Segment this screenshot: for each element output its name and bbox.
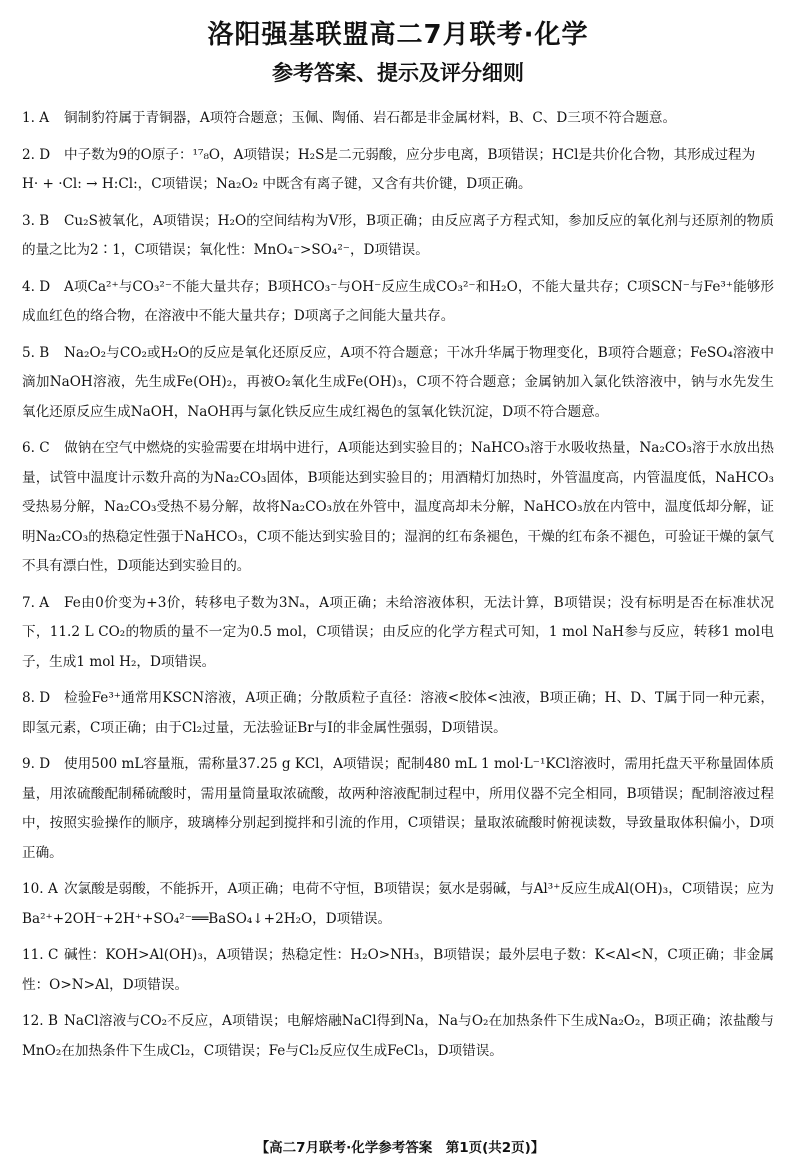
answer-number: 6. C	[22, 440, 50, 456]
answer-number: 9. D	[22, 756, 51, 772]
answer-explanation: A项Ca²⁺与CO₃²⁻不能大量共存；B项HCO₃⁻与OH⁻反应生成CO₃²⁻和H₂O，不能大量共存；C项SCN⁻与Fe³⁺能够形成血红色的络合物，在溶液中不能大量共存；D项离子之间能大量共存。	[22, 278, 774, 324]
answer-explanation: 做钠在空气中燃烧的实验需要在坩埚中进行，A项能达到实验目的；NaHCO₃溶于水吸收热量，Na₂CO₃溶于水放出热量，试管中温度计示数升高的为Na₂CO₃固体，B项能达到实验目的；用酒精灯加热时，外管温度高，内管温度低，NaHCO₃受热易分解，Na₂CO₃受热不易分解，故将Na₂CO₃放在外管中，温度高却未分解，NaHCO₃放在内管中，温度低却分解，证明Na₂CO₃的热稳定性强于NaHCO₃，C项不能达到实验目的；湿润的红布条褪色，干燥的红布条不褪色，可验证干燥的氯气不具有漂白性，D项能达到实验目的。	[22, 440, 774, 574]
answer-explanation: 碱性：KOH>Al(OH)₃，A项错误；热稳定性：H₂O>NH₃，B项错误；最外层电子数：K<Al<N，C项正确；非金属性：O>N>Al，D项错误。	[22, 947, 774, 993]
answer-number: 8. D	[22, 690, 51, 706]
answer-item-10	[22, 875, 774, 934]
answer-item-9	[22, 750, 774, 868]
answer-item-11	[22, 941, 774, 1000]
answer-explanation: Fe由0价变为+3价，转移电子数为3Nₐ，A项正确；未给溶液体积，无法计算，B项错误；没有标明是否在标准状况下，11.2 L CO₂的物质的量不一定为0.5 mol，C项错误；由反应的化学方程式可知，1 mol NaH参与反应，转移1 mol电子，生成1 mol H₂，D项错误。	[22, 594, 774, 670]
answer-number: 5. B	[22, 344, 50, 361]
answer-explanation: 中子数为9的O原子：¹⁷₈O，A项错误；H₂S是二元弱酸，应分步电离，B项错误；HCl是共价化合物，其形成过程为	[64, 146, 756, 163]
answer-item-5	[22, 339, 774, 428]
answer-item-8	[22, 684, 774, 743]
page-subtitle: 参考答案、提示及评分细则	[272, 61, 524, 85]
answer-explanation: Na₂O₂与CO₂或H₂O的反应是氧化还原反应，A项不符合题意；干冰升华属于物理变化，B项符合题意；FeSO₄溶液中滴加NaOH溶液，先生成Fe(OH)₂，再被O₂氧化生成Fe(OH)₃，C项不符合题意；金属钠加入氯化铁溶液中，钠与水先发生氧化还原反应生成NaOH，NaOH再与氯化铁反应生成红褐色的氢氧化铁沉淀，D项不符合题意。	[22, 344, 774, 420]
answer-explanation: 使用500 mL容量瓶，需称量37.25 g KCl，A项错误；配制480 mL 1 mol·L⁻¹KCl溶液时，需用托盘天平称量固体质量，用浓硫酸配制稀硫酸时，需用量筒量取浓硫酸，故两种溶液配制过程中，所用仪器不完全相同，B项错误；配制溶液过程中，按照实验操作的顺序，玻璃棒分别起到搅拌和引流的作用，C项错误；量取浓硫酸时俯视读数，导致量取体积偏小，D项正确。	[22, 756, 774, 861]
answer-explanation: NaCl溶液与CO₂不反应，A项错误；电解熔融NaCl得到Na，Na与O₂在加热条件下生成Na₂O₂，B项正确；浓盐酸与MnO₂在加热条件下生成Cl₂，C项错误；Fe与Cl₂反应仅生成FeCl₃，D项错误。	[22, 1013, 774, 1059]
answer-number: 2. D	[22, 146, 51, 163]
answer-number: 11. C	[22, 947, 59, 963]
answer-item-12	[22, 1007, 774, 1066]
answer-explanation-continued: H· + ·Cl: → H:Cl:，C项错误；Na₂O₂ 中既含有离子键，又含有共价键，D项正确。	[22, 176, 532, 192]
answer-explanation: 检验Fe³⁺通常用KSCN溶液，A项正确；分散质粒子直径：溶液<胶体<浊液，B项正确；H、D、T属于同一种元素，即氢元素，C项正确；由于Cl₂过量，无法验证Br与I的非金属性强弱，D项错误。	[22, 690, 774, 736]
answer-number: 12. B	[22, 1013, 58, 1029]
page-title: 洛阳强基联盟高二7月联考·化学	[207, 20, 589, 50]
answer-explanation: 铜制豹符属于青铜器，A项符合题意；玉佩、陶俑、岩石都是非金属材料，B、C、D三项不符合题意。	[64, 110, 677, 126]
answer-item-3	[22, 207, 774, 266]
answer-item-7	[22, 589, 774, 678]
answer-number: 4. D	[22, 278, 51, 295]
answer-explanation: Cu₂S被氧化，A项错误；H₂O的空间结构为V形，B项正确；由反应离子方程式知，参加反应的氧化剂与还原剂的物质的量之比为2∶1，C项错误；氧化性：MnO₄⁻>SO₄²⁻，D项错误。	[22, 212, 774, 258]
answer-list	[22, 104, 774, 1066]
answer-number: 10. A	[22, 881, 58, 897]
answer-item-2	[22, 141, 774, 200]
answer-number: 1. A	[22, 110, 50, 126]
answer-item-4	[22, 273, 774, 332]
page-footer: 【高二7月联考·化学参考答案 第1页(共2页)】	[255, 1140, 545, 1156]
answer-explanation: 次氯酸是弱酸，不能拆开，A项正确；电荷不守恒，B项错误；氨水是弱碱，与Al³⁺反应生成Al(OH)₃，C项错误；应为Ba²⁺+2OH⁻+2H⁺+SO₄²⁻══BaSO₄↓+2H₂O，D项错误。	[22, 881, 774, 927]
answer-item-1	[22, 104, 774, 134]
answer-number: 3. B	[22, 212, 50, 229]
answer-number: 7. A	[22, 594, 50, 611]
answer-item-6	[22, 434, 774, 582]
